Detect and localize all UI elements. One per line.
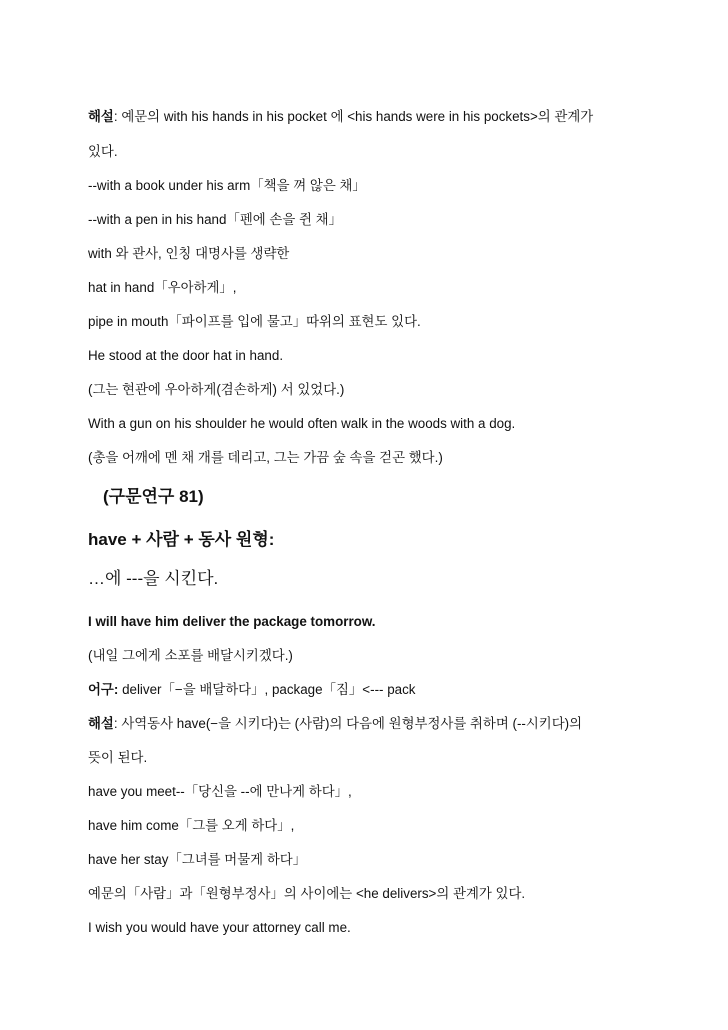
example-have-her-stay: have her stay「그녀를 머물게 하다」 [88,852,307,867]
commentary-line-1 [88,108,593,126]
section-heading: (구문연구 81) [103,487,204,506]
commentary-line-3 [88,715,582,733]
pattern-meaning: …에 ---을 시킨다. [88,569,219,588]
commentary-label: 해설 [88,109,114,124]
vocabulary-line [88,681,416,699]
example-with-pen: --with a pen in his hand「펜에 손을 쥔 채」 [88,212,343,227]
commentary-line-4: 뜻이 된다. [88,750,148,765]
example-pipe-in-mouth: pipe in mouth「파이프를 입에 물고」따위의 표현도 있다. [88,314,421,329]
pattern-title: have + 사람 + 동사 원형: [88,530,275,549]
example-have-him-come: have him come「그를 오게 하다」, [88,818,295,833]
vocabulary-text: deliver「−을 배달하다」, package「짐」<--- pack [118,682,416,697]
example-deliver-ko: (내일 그에게 소포를 배달시키겠다.) [88,648,293,663]
note-omission: with 와 관사, 인칭 대명사를 생략한 [88,246,290,261]
commentary-label-2: 해설 [88,716,114,731]
example-sentence-en: He stood at the door hat in hand. [88,348,284,363]
example-attorney: I wish you would have your attorney call me. [88,920,351,935]
example-gun-en: With a gun on his shoulder he would often walk in the woods with a dog. [88,416,516,431]
example-sentence-ko: (그는 현관에 우아하게(겸손하게) 서 있었다.) [88,382,345,397]
example-deliver-en: I will have him deliver the package tomorrow. [88,614,376,629]
commentary-text: : 예문의 with his hands in his pocket 에 <his hands were in his pockets>의 관계가 [113,109,594,124]
example-hat-in-hand: hat in hand「우아하게」, [88,280,237,295]
commentary-text-2: : 사역동사 have(−을 시키다)는 (사람)의 다음에 원형부정사를 취하며 (--시키다)의 [113,716,583,731]
example-gun-ko: (총을 어깨에 멘 채 개를 데리고, 그는 가끔 숲 속을 걷곤 했다.) [88,450,443,465]
relation-note: 예문의「사람」과「원형부정사」의 사이에는 <he delivers>의 관계가 있다. [88,886,526,901]
commentary-line-2: 있다. [88,144,118,159]
example-have-you-meet: have you meet--「당신을 --에 만나게 하다」, [88,784,352,799]
vocabulary-label: 어구: [88,682,119,697]
example-with-book: --with a book under his arm「책을 껴 않은 채」 [88,178,366,193]
